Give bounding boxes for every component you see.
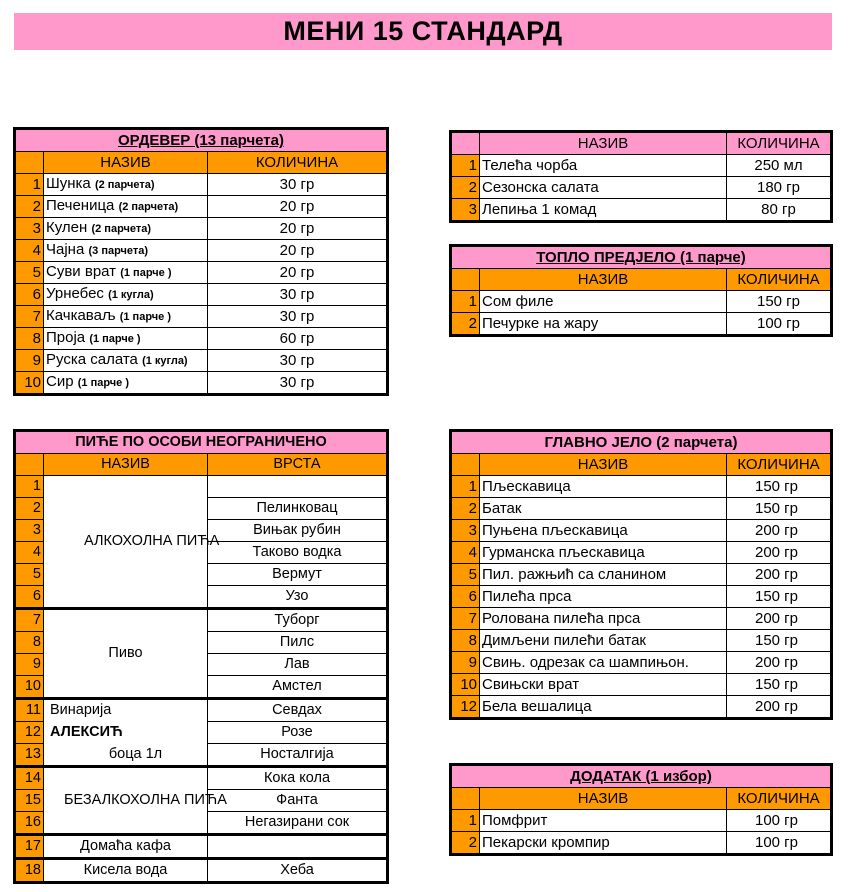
soup-table bbox=[449, 130, 833, 223]
table-row: 1 Пљескавица 150 гр bbox=[451, 476, 832, 498]
table-row: 3 Вињак рубин bbox=[15, 520, 388, 542]
table-row: 12 АЛЕКСИЋ Розе bbox=[15, 722, 388, 744]
table-row: 7 Ролована пилећа прса 200 гр bbox=[451, 608, 832, 630]
table-row: 2 Сезонска салата 180 гр bbox=[451, 177, 832, 199]
col-name: НАЗИВ bbox=[44, 454, 208, 476]
table-row: 10 Свињски врат 150 гр bbox=[451, 674, 832, 696]
table-row: 8 Проја (1 парче ) 60 гр bbox=[15, 328, 388, 350]
table-row: 18 Кисела вода Хеба bbox=[15, 859, 388, 883]
table-row: 9 Лав bbox=[15, 654, 388, 676]
table-row: 5 Вермут bbox=[15, 564, 388, 586]
table-row: 15 Фанта bbox=[15, 790, 388, 812]
table-row: 1 Помфрит 100 гр bbox=[451, 810, 832, 832]
drinks-table bbox=[13, 429, 389, 884]
col-qty: КОЛИЧИНА bbox=[727, 132, 832, 155]
table-row: 1 Телећа чорба 250 мл bbox=[451, 155, 832, 177]
side-dish-table bbox=[449, 763, 833, 856]
table-row: 10 Сир (1 парче ) 30 гр bbox=[15, 372, 388, 395]
group-beer: Пиво bbox=[44, 609, 208, 699]
table-row: 13 боца 1л Носталгија bbox=[15, 744, 388, 767]
table-row: 5 Суви врат (1 парче ) 20 гр bbox=[15, 262, 388, 284]
table-row: 10 Амстел bbox=[15, 676, 388, 699]
table-row: 7 Пиво Туборг bbox=[15, 609, 388, 632]
table-row: 4 Гурманска пљескавица 200 гр bbox=[451, 542, 832, 564]
col-qty: КОЛИЧИНА bbox=[727, 269, 832, 291]
group-alcohol: АЛКОХОЛНА ПИЋА bbox=[44, 476, 208, 609]
table-row: 2 Пелинковац bbox=[15, 498, 388, 520]
table-row: 3 Пуњена пљескавица 200 гр bbox=[451, 520, 832, 542]
table-row: 6 Урнебес (1 кугла) 30 гр bbox=[15, 284, 388, 306]
col-qty: КОЛИЧИНА bbox=[208, 152, 388, 174]
group-soft: БЕЗАЛКОХОЛНА ПИЋА bbox=[44, 767, 208, 835]
group-coffee: Домаћа кафа bbox=[44, 835, 208, 859]
col-qty: КОЛИЧИНА bbox=[727, 454, 832, 476]
main-course-table bbox=[449, 429, 833, 720]
group-water: Кисела вода bbox=[44, 859, 208, 883]
table-row: 8 Димљени пилећи батак 150 гр bbox=[451, 630, 832, 652]
col-qty: КОЛИЧИНА bbox=[727, 788, 832, 810]
table-row: 1 АЛКОХОЛНА ПИЋА bbox=[15, 476, 388, 498]
col-name: НАЗИВ bbox=[480, 269, 727, 291]
table-row: 4 Таково водка bbox=[15, 542, 388, 564]
table-row: 9 Руска салата (1 кугла) 30 гр bbox=[15, 350, 388, 372]
col-name: НАЗИВ bbox=[480, 454, 727, 476]
table-row: 11 Винарија Севдах bbox=[15, 699, 388, 722]
table-row: 17 Домаћа кафа bbox=[15, 835, 388, 859]
col-kind: ВРСТА bbox=[208, 454, 388, 476]
extra-heading: ДОДАТАК (1 избор) bbox=[451, 765, 832, 788]
page-title: МЕНИ 15 СТАНДАРД bbox=[14, 13, 832, 50]
table-row: 2 Печеница (2 парчета) 20 гр bbox=[15, 196, 388, 218]
table-row: 12 Бела вешалица 200 гр bbox=[451, 696, 832, 719]
col-name: НАЗИВ bbox=[480, 132, 727, 155]
table-row: 4 Чајна (3 парчета) 20 гр bbox=[15, 240, 388, 262]
col-name: НАЗИВ bbox=[44, 152, 208, 174]
table-row: 3 Кулен (2 парчета) 20 гр bbox=[15, 218, 388, 240]
table-row: 6 Пилећа прса 150 гр bbox=[451, 586, 832, 608]
table-row: 7 Качкаваљ (1 парче ) 30 гр bbox=[15, 306, 388, 328]
table-row: 1 Сом филе 150 гр bbox=[451, 291, 832, 313]
warm-appetizer-table bbox=[449, 244, 833, 337]
warm-heading: ТОПЛО ПРЕДЈЕЛО (1 парче) bbox=[451, 246, 832, 269]
table-row: 2 Печурке на жару 100 гр bbox=[451, 313, 832, 336]
table-row: 3 Лепиња 1 комад 80 гр bbox=[451, 199, 832, 222]
table-row: 9 Свињ. одрезак са шампињон. 200 гр bbox=[451, 652, 832, 674]
group-winery: Винарија bbox=[44, 699, 208, 722]
main-heading: ГЛАВНО ЈЕЛО (2 парчета) bbox=[451, 431, 832, 454]
table-row: 16 Негазирани сок bbox=[15, 812, 388, 835]
drinks-heading: ПИЋЕ ПО ОСОБИ НЕОГРАНИЧЕНО bbox=[15, 431, 388, 454]
table-row: 2 Пекарски кромпир 100 гр bbox=[451, 832, 832, 855]
table-row: 1 Шунка (2 парчета) 30 гр bbox=[15, 174, 388, 196]
orderver-table bbox=[13, 127, 389, 396]
orderver-heading: ОРДЕВЕР (13 парчета) bbox=[15, 129, 388, 152]
table-row: 14 БЕЗАЛКОХОЛНА ПИЋА Кока кола bbox=[15, 767, 388, 790]
table-row: 5 Пил. ражњић са сланином 200 гр bbox=[451, 564, 832, 586]
table-row: 8 Пилс bbox=[15, 632, 388, 654]
table-row: 2 Батак 150 гр bbox=[451, 498, 832, 520]
table-row: 6 Узо bbox=[15, 586, 388, 609]
col-name: НАЗИВ bbox=[480, 788, 727, 810]
